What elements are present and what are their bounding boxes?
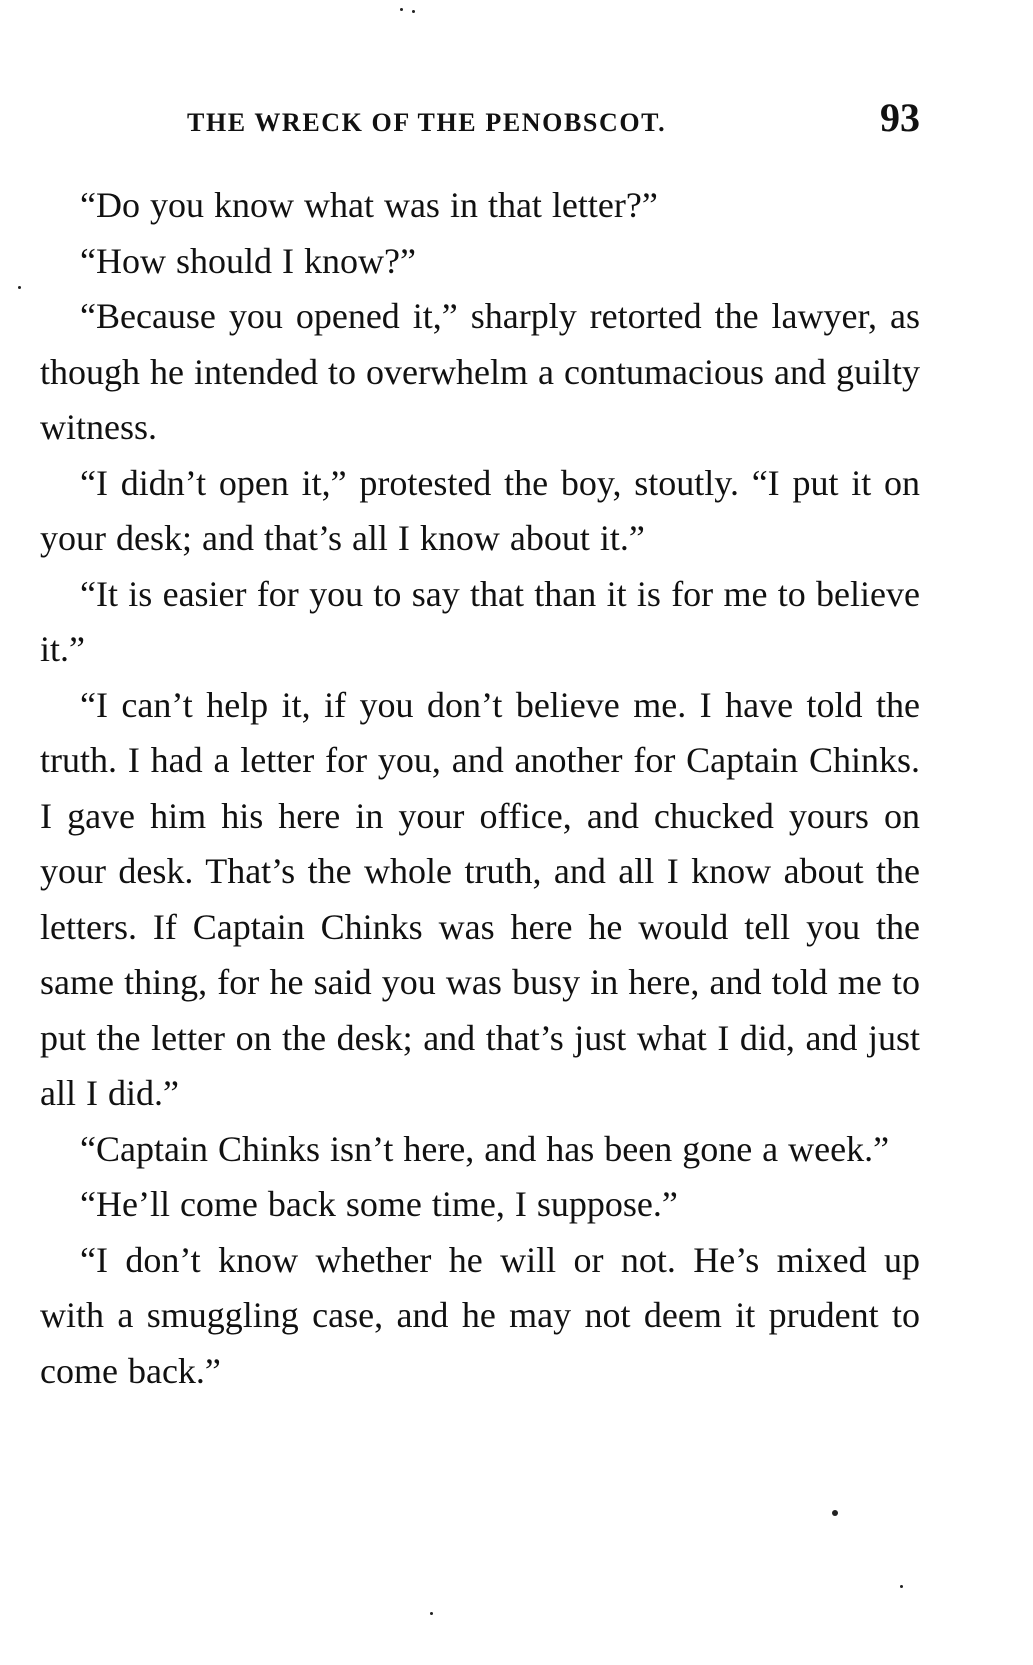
paragraph: “I don’t know whether he will or not. He’s mixed up with a smuggling case, and he may not deem it prudent to come back.” [40, 1239, 920, 1391]
ink-speck [400, 8, 403, 11]
paragraph: “He’ll come back some time, I suppose.” [80, 1184, 678, 1224]
paragraph: “I can’t help it, if you don’t believe me. I have told the truth. I had a letter for you, and another for Captain Chinks. I gave him his here in your office, and chucked yours on your desk. That’s the whole truth, and all I know about the letters. If Captain Chinks was here he would tell you the same thing, for he said you was busy in here, and told me to put the letter on the desk; and that’s just what I did, and just all I did.” [40, 684, 920, 1113]
ink-speck [412, 10, 415, 13]
running-header [40, 94, 920, 144]
paragraph: “It is easier for you to say that than it is for me to believe it.” [40, 573, 920, 669]
page-number: 93 [880, 95, 920, 140]
paragraph: “Captain Chinks isn’t here, and has been gone a week.” [80, 1128, 890, 1169]
paragraph: “Because you opened it,” sharply retorted the lawyer, as though he intended to overwhelm a contumacious and guilty witness. [40, 296, 920, 447]
ink-speck [18, 286, 21, 289]
paragraph: “Do you know what was in that letter?” [80, 185, 658, 225]
body-text [40, 178, 920, 1399]
running-title: THE WRECK OF THE PENOBSCOT. [187, 108, 667, 137]
ink-speck [832, 1510, 838, 1516]
paragraph: “How should I know?” [80, 240, 416, 281]
paragraph: “I didn’t open it,” protested the boy, stoutly. “I put it on your desk; and that’s all I know about it.” [40, 462, 920, 558]
ink-speck [430, 1612, 433, 1615]
ink-speck [900, 1585, 903, 1588]
